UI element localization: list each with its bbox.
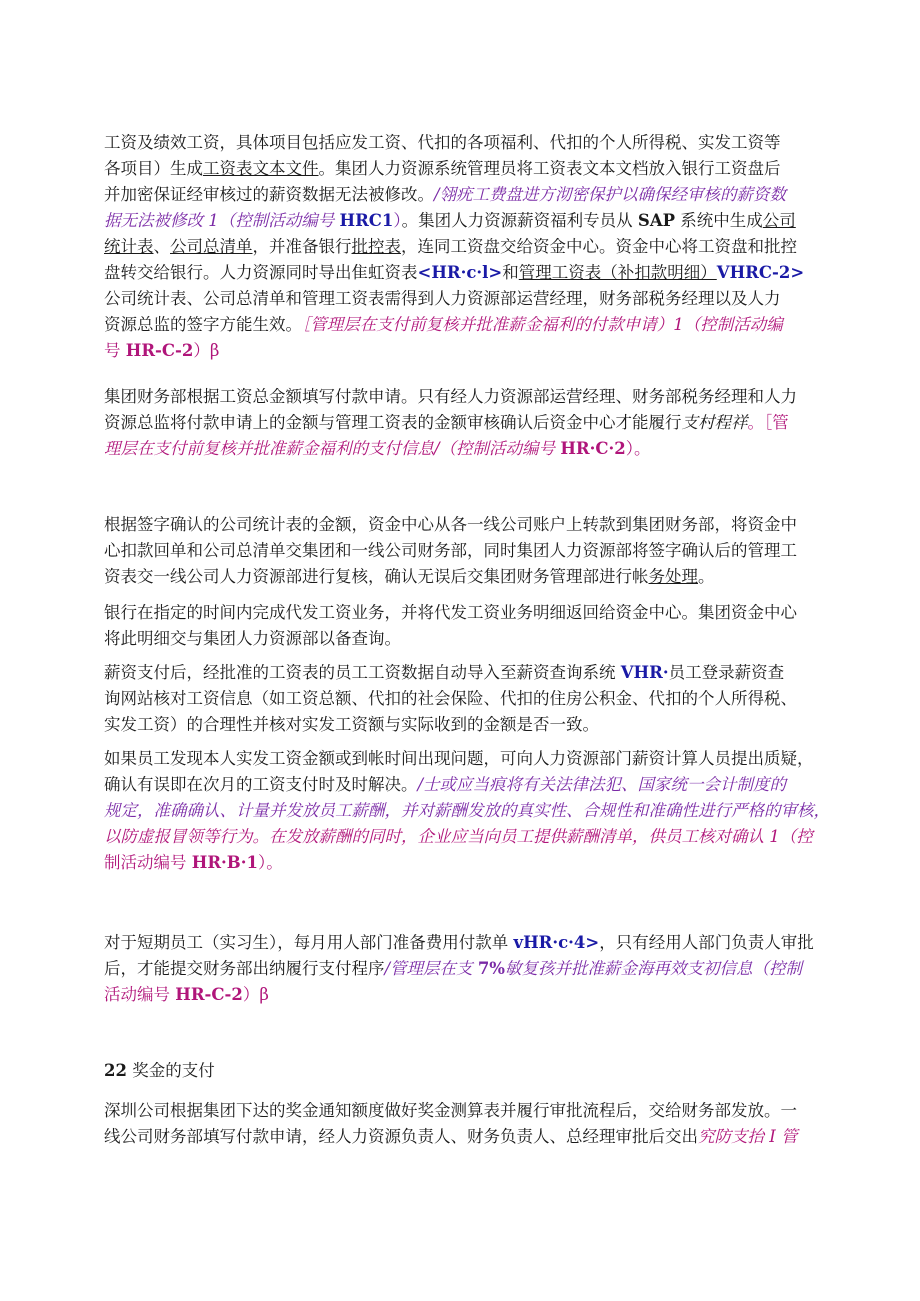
text: 银行在指定的时间内完成代发工资业务，并将代发工资业务明细返回给资金中心。集团资金中心: [104, 603, 797, 622]
paragraph-salary-query: [104, 660, 824, 738]
underlined-term: 公司: [762, 211, 796, 230]
text: 薪资支付后，经批准的工资表的员工工资数据自动导入至薪资查询系统: [104, 663, 621, 682]
text-line: [104, 712, 824, 738]
text-line: [104, 338, 824, 364]
control-code: HR·C·2: [560, 439, 626, 458]
text-line: [104, 156, 824, 182]
text-line: [104, 512, 824, 538]
control-note: 制活动编号: [104, 853, 192, 872]
document-code: VHRC-2>: [716, 263, 805, 282]
text: 集团财务部根据工资总金额填写付款申请。只有经人力资源部运营经理、财务部税务经理和人力: [104, 387, 797, 406]
control-note: 规定，准确确认、计量并发放员工薪酬，并对薪酬发放的真实性、合规性和准确性进行严格的审核，: [104, 801, 830, 820]
text-line: [104, 798, 830, 824]
text-line: [104, 182, 824, 208]
underlined-term: 批控表: [351, 237, 401, 256]
control-note: 号: [104, 341, 126, 360]
text: 询网站核对工资信息（如工资总额、代扣的社会保险、代扣的住房公积金、代扣的个人所得税、: [104, 689, 797, 708]
control-note: ）。: [257, 853, 283, 872]
paragraph-intern-payment: [104, 930, 824, 1008]
text: 公司统计表、公司总清单和管理工资表需得到人力资源部运营经理，财务部税务经理以及人力: [104, 289, 781, 308]
text: 资源总监将付款申请上的金额与管理工资表的金额审核确认后资金中心才能履行: [104, 413, 682, 432]
text-line: [104, 1098, 824, 1124]
paragraph-bonus-payment: [104, 1098, 824, 1150]
text-line: [104, 772, 824, 798]
text-line: [104, 130, 824, 156]
paragraph-fund-transfer: [104, 512, 824, 590]
control-note: I 管: [764, 1127, 798, 1146]
text-line: [104, 660, 824, 686]
control-code: HR·B·1: [191, 853, 258, 872]
text-line: [104, 1124, 824, 1150]
system-name: SAP: [637, 211, 676, 230]
text: ，连同工资盘交给资金中心。资金中心将工资盘和批控: [401, 237, 797, 256]
text: 并加密保证经审核过的薪资数据无法被修改。: [104, 185, 434, 204]
control-note: /士或应当痕将有关法律法犯、国家统一会计制度的: [417, 775, 787, 794]
control-note: ［管理层在支付前复核并批准薪金福利的付款申请）1（控制活动编: [302, 315, 783, 334]
control-code: HR-C-2: [175, 985, 243, 1004]
control-code: HRC1: [339, 211, 394, 230]
text-line: [104, 956, 824, 982]
text: 支村程祥: [681, 413, 748, 432]
text: 盘转交给银行。人力资源同时导出隹虹资表: [104, 263, 418, 282]
text-line: [104, 824, 824, 850]
text: 对于短期员工（实习生），每月用人部门准备费用付款单: [104, 933, 514, 952]
section-title: 奖金的支付: [126, 1061, 215, 1080]
control-note: 7%: [477, 959, 505, 978]
text-line: [104, 436, 824, 462]
control-note: 理层在支付前复核并批准薪金福利的支付信息/（控制活动编号: [104, 439, 561, 458]
paragraph-salary-disbursement: [104, 130, 824, 364]
text: 。集团人力资源系统管理员将工资表文本文档放入银行工资盘后: [318, 159, 781, 178]
control-note: 。［管: [747, 413, 789, 432]
text: 根据签字确认的公司统计表的金额，资金中心从各一线公司账户上转款到集团财务部，将资金中: [104, 515, 797, 534]
system-code: VHR·: [620, 663, 669, 682]
text: ，只有经用人部门负责人审批: [599, 933, 814, 952]
text: 各项目）生成: [104, 159, 203, 178]
text: 员工登录薪资查: [668, 663, 785, 682]
paragraph-payment-request: [104, 384, 824, 462]
text: 心扣款回单和公司总清单交集团和一线公司财务部，同时集团人力资源部将签字确认后的管理工: [104, 541, 797, 560]
text: 、: [153, 237, 170, 256]
text: 资源总监的签字方能生效。: [104, 315, 302, 334]
text: 实发工资）的合理性并核对实发工资额与实际收到的金额是否一致。: [104, 715, 599, 734]
control-note: /翎疣工费盘进方沏密保护以确保经审核的薪资数: [434, 185, 787, 204]
text-line: [104, 600, 824, 626]
control-note: ）。: [625, 439, 651, 458]
text-line: [104, 686, 824, 712]
text-line: [104, 538, 824, 564]
control-note: 以防虚报冒领等行为。在发放薪酬的同时，企业应当向员工提供薪酬清单，供员工核对确认 1（控: [104, 827, 813, 846]
text: 。: [698, 567, 715, 586]
underlined-term: 务处理: [648, 567, 698, 586]
underlined-term: 公司总清单: [170, 237, 253, 256]
document-code: <HR·c·l>: [417, 263, 503, 282]
text-line: [104, 626, 824, 652]
paragraph-employee-query: [104, 746, 830, 876]
text-line: [104, 982, 824, 1008]
text: 。集团人力资源薪资福利专员从: [401, 211, 638, 230]
underlined-term: 工资表文本文件: [203, 159, 319, 178]
control-code: HR-C-2: [125, 341, 194, 360]
text-line: [104, 930, 824, 956]
text: ，并准备银行: [252, 237, 352, 256]
text: 后，才能提交财务部出纳履行支付程序: [104, 959, 385, 978]
document-code: vHR·c·4>: [513, 933, 600, 952]
text-line: [104, 234, 824, 260]
control-note: /管理层在支: [384, 959, 478, 978]
control-note: ）β: [242, 985, 269, 1004]
control-note: 究防支抬: [698, 1127, 764, 1146]
text: 资表交一线公司人力资源部进行复核，确认无误后交集团财务管理部进行帐: [104, 567, 649, 586]
text-line: [104, 850, 824, 876]
text: 深圳公司根据集团下达的奖金通知额度做好奖金测算表并履行审批流程后，交给财务部发放。一: [104, 1101, 797, 1120]
section-heading: [104, 1058, 215, 1084]
control-note: ）: [393, 211, 402, 230]
text-line: [104, 312, 824, 338]
text-line: [104, 564, 824, 590]
underlined-term: 统计表: [104, 237, 154, 256]
text: 系统中生成: [675, 211, 763, 230]
section-number: 22: [104, 1061, 127, 1080]
control-note: ）β: [193, 341, 220, 360]
text: 确认有误即在次月的工资支付时及时解决。: [104, 775, 418, 794]
control-note: 敏复孩并批准薪金海再效支初信息（控制: [504, 959, 802, 978]
text: 线公司财务部填写付款申请，经人力资源负责人、财务负责人、总经理审批后交出: [104, 1127, 698, 1146]
underlined-term: 管理工资表（补扣款明细）: [518, 263, 717, 282]
control-note: 活动编号: [104, 985, 176, 1004]
text: 工资及绩效工资，具体项目包括应发工资、代扣的各项福利、代扣的个人所得税、实发工资等: [104, 133, 781, 152]
text: 和: [502, 263, 519, 282]
text-line: [104, 208, 824, 234]
paragraph-bank-payroll: [104, 600, 824, 652]
text-line: [104, 410, 824, 436]
text-line: [104, 260, 824, 286]
text-line: [104, 286, 824, 312]
text: 将此明细交与集团人力资源部以备查询。: [104, 629, 401, 648]
text-line: [104, 384, 824, 410]
text-line: [104, 746, 824, 772]
control-note: 据无法被修改 1（控制活动编号: [104, 211, 340, 230]
text: 如果员工发现本人实发工资金额或到帐时间出现问题，可向人力资源部门薪资计算人员提出质疑，: [104, 749, 814, 768]
